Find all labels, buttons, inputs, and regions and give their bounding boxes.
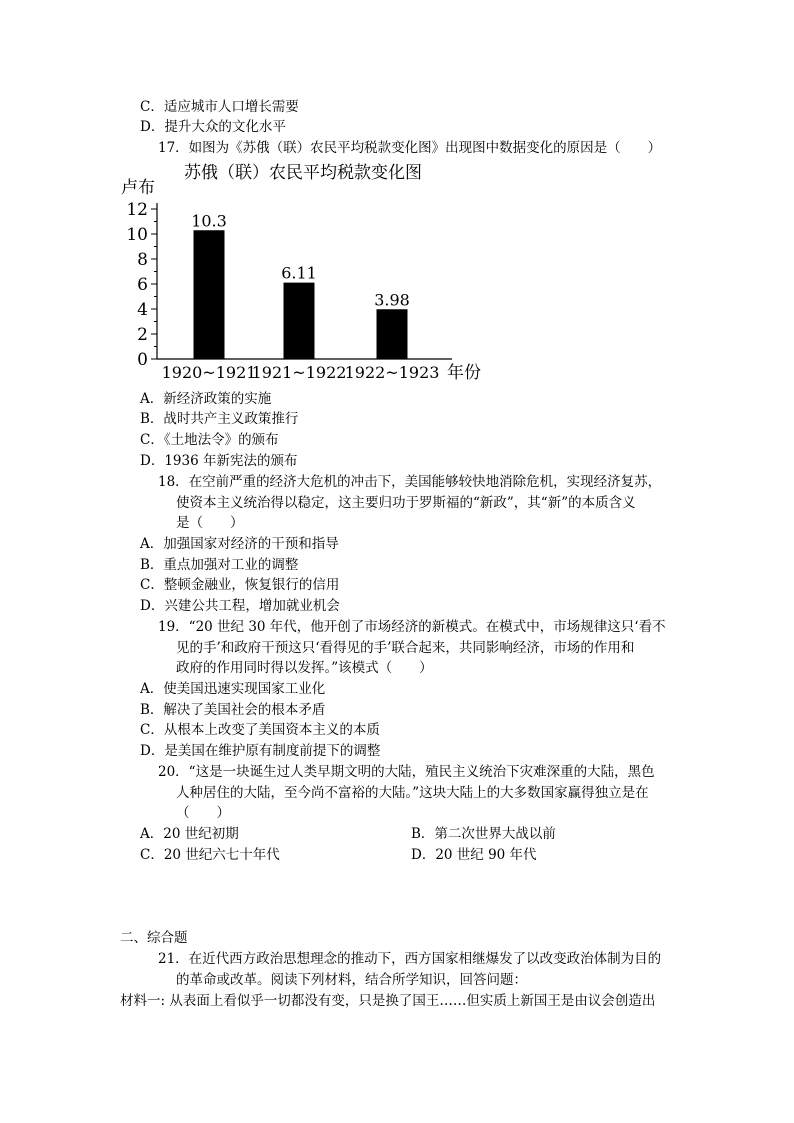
bar-value-label: 6.11 [281,263,317,283]
q20-stem-line3: （ ） [176,805,230,821]
bar-value-label: 3.98 [374,290,410,310]
q20-option-a: A．20 世纪初期 [140,826,239,842]
q20-option-c: C．20 世纪六七十年代 [140,847,280,863]
q20-stem-line1: 20．“这是一块诞生过人类早期文明的大陆，殖民主义统治下灾难深重的大陆，黑色 [158,764,655,780]
y-tick-label: 12 [126,200,148,220]
q20-stem-line2: 人种居住的大陆，至今尚不富裕的大陆。”这块大陆上的大多数国家赢得独立是在 [176,785,649,801]
section-heading: 二、综合题 [120,930,188,946]
q18-option-d: D．兴建公共工程，增加就业机会 [140,598,340,614]
bar-value-label: 10.3 [191,211,227,231]
q19-stem-line1: 19．“20 世纪 30 年代，他开创了市场经济的新模式。在模式中，市场规律这只‘看不 [158,619,666,635]
q18-stem-line1: 18．在空前严重的经济大危机的冲击下，美国能够较快地消除危机，实现经济复苏， [158,474,662,490]
y-tick-label: 4 [137,300,148,320]
q19-option-c: C．从根本上改变了美国资本主义的本质 [140,722,380,738]
q19-option-b: B．解决了美国社会的根本矛盾 [140,702,326,718]
q16-option-c: C．适应城市人口增长需要 [140,99,299,115]
y-tick-label: 10 [126,225,148,245]
q19-option-a: A．使美国迅速实现国家工业化 [140,681,326,697]
q20-option-d: D．20 世纪 90 年代 [411,847,537,863]
bar [194,230,225,359]
q19-option-d: D．是美国在维护原有制度前提下的调整 [140,743,381,759]
y-tick-label: 0 [137,350,148,370]
x-category-label: 1920~1921 [161,363,257,382]
y-tick-label: 8 [137,250,148,270]
bar [377,309,408,359]
y-tick-label: 6 [137,275,148,295]
q18-option-a: A．加强国家对经济的干预和指导 [140,536,339,552]
q17-stem: 17．如图为《苏俄（联）农民平均税款变化图》出现图中数据变化的原因是（ ） [158,140,662,156]
q17-option-b: B．战时共产主义政策推行 [140,411,299,427]
q21-stem-line2: 的革命或改革。阅读下列材料，结合所学知识，回答问题： [176,972,527,988]
q17-option-c: C．《土地法令》的颁布 [140,432,279,448]
q18-stem-line2: 使资本主义统治得以稳定，这主要归功于罗斯福的“新政”，其“新”的本质含义 [176,495,636,511]
q16-option-d: D．提升大众的文化水平 [140,119,286,135]
y-axis-label: 卢布 [121,178,155,198]
bar [284,283,315,359]
q19-stem-line3: 政府的作用同时得以发挥。”该模式（ ） [176,660,433,676]
q17-option-a: A．新经济政策的实施 [140,391,272,407]
q18-stem-line3: 是（ ） [176,515,244,531]
x-category-label: 1922~1923 [344,363,440,382]
q17-option-d: D．1936 年新宪法的颁布 [140,453,298,469]
q18-option-c: C．整顿金融业，恢复银行的信用 [140,577,340,593]
q19-stem-line2: 见的手’和政府干预这只‘看得见的手’联合起来，共同影响经济，市场的作用和 [176,640,635,656]
y-tick-label: 2 [137,325,148,345]
material-1: 材料一: 从表面上看似乎一切都没有变，只是换了国王……但实质上新国王是由议会创造出 [120,993,656,1009]
q20-option-b: B．第二次世界大战以前 [411,826,556,842]
x-category-label: 1921~1922 [251,363,347,382]
chart-title: 苏俄（联）农民平均税款变化图 [184,163,422,183]
q21-stem-line1: 21．在近代西方政治思想理念的推动下，西方国家相继爆发了以改变政治体制为目的 [158,951,662,967]
q18-option-b: B．重点加强对工业的调整 [140,557,299,573]
x-axis-label: 年份 [447,363,481,383]
